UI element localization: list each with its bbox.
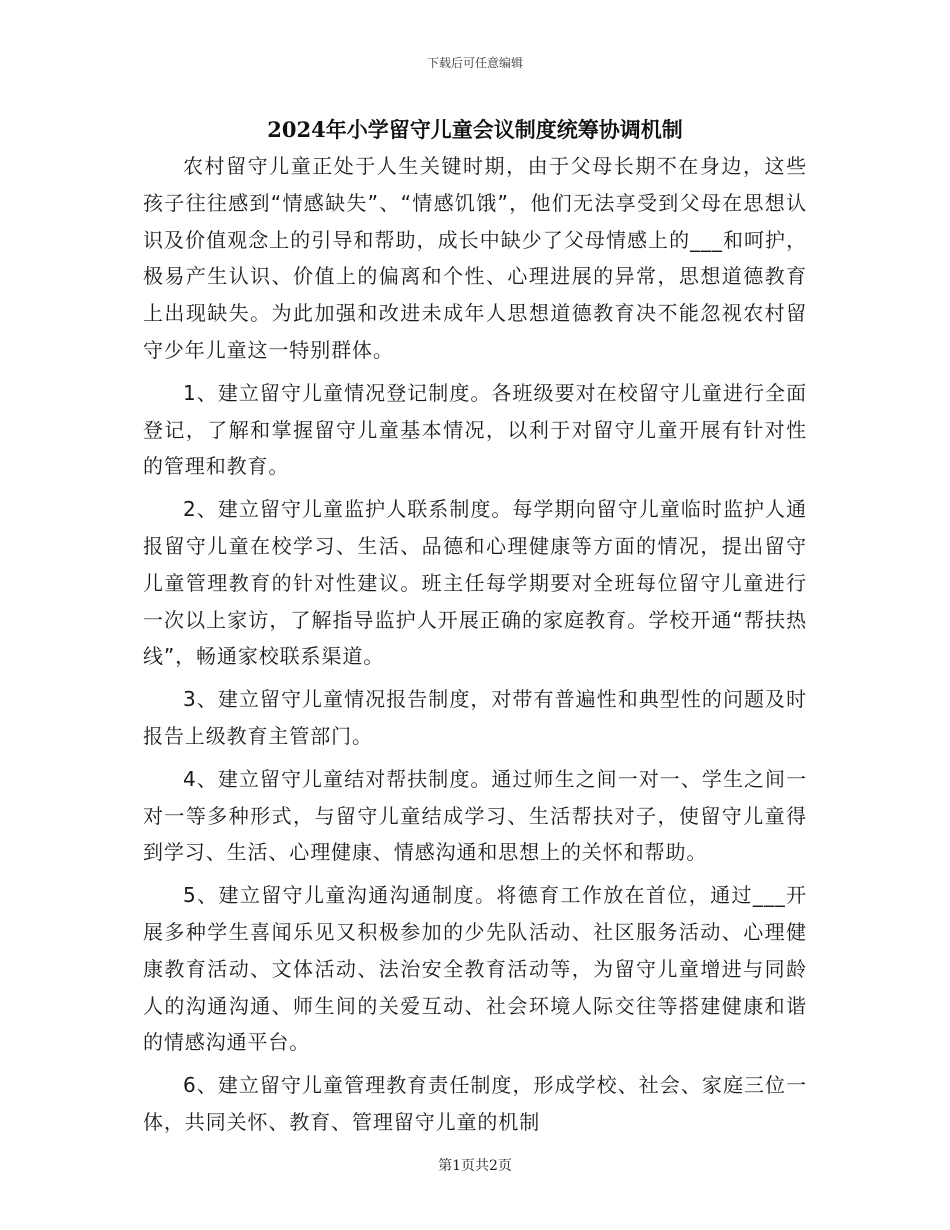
paragraph-item-5: 5、建立留守儿童沟通沟通制度。将德育工作放在首位，通过___开展多种学生喜闻乐见又积极参加的少先队活动、社区服务活动、心理健康教育活动、文体活动、法治安全教育活动等，为留守儿童增进与同龄人的沟通沟通、师生间的关爱互动、社会环境人际交往等搭建健康和谐的情感沟通平台。	[143, 883, 807, 1055]
paragraph-item-4: 4、建立留守儿童结对帮扶制度。通过师生之间一对一、学生之间一对一等多种形式，与留守儿童结成学习、生活帮扶对子，使留守儿童得到学习、生活、心理健康、情感沟通和思想上的关怀和帮助。	[143, 766, 807, 865]
paragraph-item-2: 2、建立留守儿童监护人联系制度。每学期向留守儿童临时监护人通报留守儿童在校学习、生活、品德和心理健康等方面的情况，提出留守儿童管理教育的针对性建议。班主任每学期要对全班每位留守儿童进行一次以上家访，了解指导监护人开展正确的家庭教育。学校开通“帮扶热线”，畅通家校联系渠道。	[143, 497, 807, 669]
paragraph-item-3: 3、建立留守儿童情况报告制度，对带有普遍性和典型性的问题及时报告上级教育主管部门。	[143, 687, 807, 748]
page-number: 第1页共2页	[438, 1158, 512, 1174]
paragraph-item-1: 1、建立留守儿童情况登记制度。各班级要对在校留守儿童进行全面登记，了解和掌握留守儿童基本情况，以利于对留守儿童开展有针对性的管理和教育。	[143, 380, 807, 479]
paragraph-intro: 农村留守儿童正处于人生关键时期，由于父母长期不在身边，这些孩子往往感到“情感缺失”、“情感饥饿”，他们无法享受到父母在思想认识及价值观念上的引导和帮助，成长中缺少了父母情感上的___和呵护，极易产生认识、价值上的偏离和个性、心理进展的异常，思想道德教育上出现缺失。为此加强和改进未成年人思想道德教育决不能忽视农村留守少年儿童这一特别群体。	[143, 154, 807, 362]
page-header-note: 下载后可任意编辑	[426, 56, 523, 70]
document-body	[143, 148, 807, 1141]
paragraph-item-6: 6、建立留守儿童管理教育责任制度，形成学校、社会、家庭三位一体，共同关怀、教育、管理留守儿童的机制	[143, 1073, 807, 1134]
document-title: 2024年小学留守儿童会议制度统筹协调机制	[267, 117, 683, 142]
